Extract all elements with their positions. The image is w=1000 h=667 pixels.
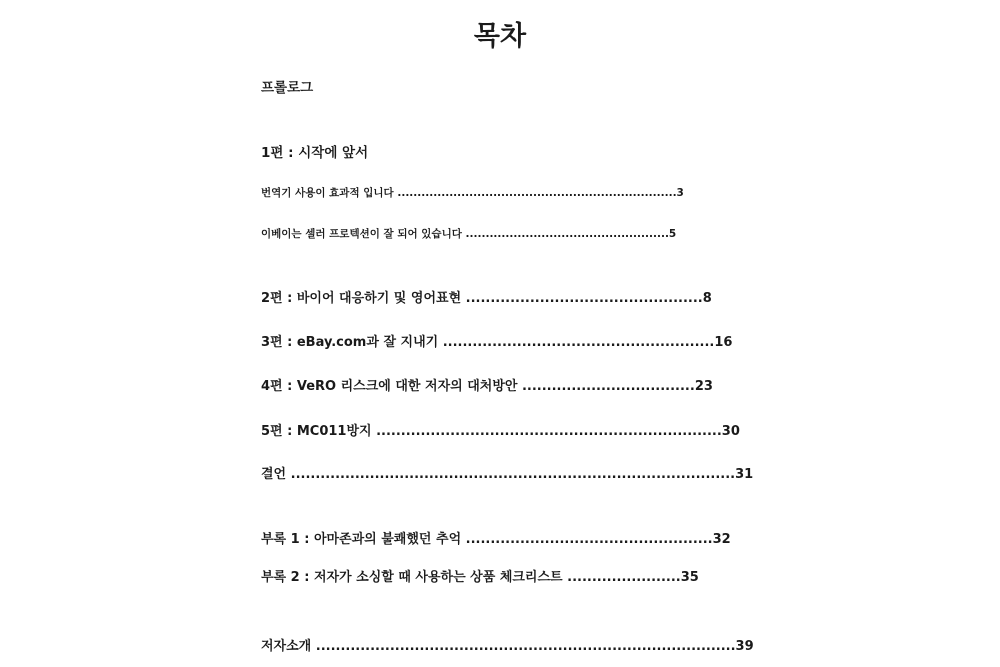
toc-entry: 번역기 사용이 효과적 입니다 ......................................................................3	[261, 187, 684, 199]
toc-part1-heading: 1편 : 시작에 앞서	[261, 145, 369, 161]
toc-entry: 결언 ..........................................................................................31	[261, 467, 754, 482]
toc-entry: 부록 2 : 저자가 소싱할 때 사용하는 상품 체크리스트 .......................35	[261, 570, 699, 585]
toc-entry: 5편 : MC011방지 ......................................................................30	[261, 424, 740, 439]
toc-entry: 2편 : 바이어 대응하기 및 영어표현 ................................................8	[261, 291, 712, 306]
toc-prologue: 프롤로그	[261, 80, 314, 96]
toc-entry: 저자소개 .....................................................................................39	[261, 639, 754, 654]
toc-entry: 부록 1 : 아마존과의 불쾌했던 추억 ..................................................32	[261, 532, 731, 547]
toc-entry: 이베이는 셀러 프로텍션이 잘 되어 있습니다 ...................................................5	[261, 228, 677, 240]
toc-entry: 3편 : eBay.com과 잘 지내기 .......................................................16	[261, 335, 733, 350]
toc-entry: 4편 : VeRO 리스크에 대한 저자의 대처방안 ...................................23	[261, 379, 713, 394]
page-title: 목차	[473, 21, 527, 52]
